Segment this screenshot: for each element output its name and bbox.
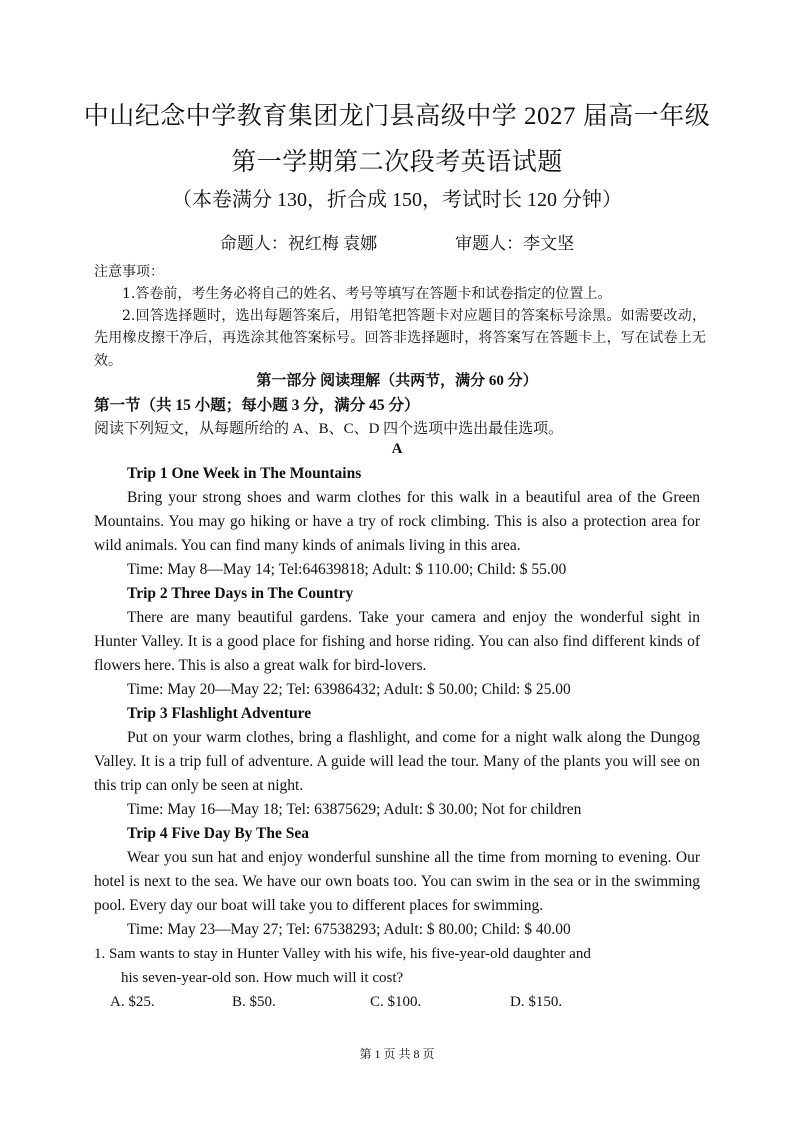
- trip-body: Bring your strong shoes and warm clothes for this walk in a beautiful area of the Green Mountains. You may go hiking or have a try of rock climbing. This is also a protection area for wild animals. You can find many kinds of animals living in this area.: [94, 489, 700, 555]
- option-c[interactable]: C. $100.: [370, 994, 422, 1010]
- question-1-line2: his seven-year-old son. How much will it cost?: [121, 970, 404, 986]
- exam-title-line2: 第一学期第二次段考英语试题: [231, 149, 563, 176]
- option-b[interactable]: B. $50.: [232, 994, 276, 1010]
- trip-body: There are many beautiful gardens. Take your camera and enjoy the wonderful sight in Hunter Valley. It is a good place for fishing and horse riding. You can also find different kinds of flowers here. This is also a great walk for bird-lovers.: [94, 609, 700, 675]
- trip-title: Trip 2 Three Days in The Country: [127, 585, 354, 602]
- question-1: [94, 942, 654, 990]
- trip-info: Time: May 8—May 14; Tel:64639818; Adult: $ 110.00; Child: $ 55.00: [127, 561, 567, 578]
- authors-line: [0, 229, 794, 254]
- option-d[interactable]: D. $150.: [510, 994, 563, 1010]
- instruction-text: 阅读下列短文，从每题所给的 A、B、C、D 四个选项中选出最佳选项。: [94, 421, 564, 437]
- question-1-line1: 1. Sam wants to stay in Hunter Valley with his wife, his five-year-old daughter and: [94, 946, 591, 962]
- trip-body: Wear you sun hat and enjoy wonderful sunshine all the time from morning to evening. Our hotel is next to the sea. We have our own boats too. You can swim in the sea or in the swimming pool. Every day our boat will take you to different places for swimming.: [94, 849, 700, 915]
- trip-body: Put on your warm clothes, bring a flashlight, and come for a night walk along the Dungog Valley. It is a trip full of adventure. A guide will lead the tour. Many of the plants you will see on this trip can only be seen at night.: [94, 729, 700, 795]
- section-title: 第一节（共 15 小题；每小题 3 分，满分 45 分）: [94, 397, 420, 414]
- trip-title: Trip 3 Flashlight Adventure: [127, 705, 312, 722]
- notes-heading: 注意事项：: [94, 264, 164, 280]
- part-title: 第一部分 阅读理解（共两节，满分 60 分）: [256, 373, 538, 389]
- trip-title: Trip 4 Five Day By The Sea: [127, 825, 309, 842]
- exam-subtitle: （本卷满分 130，折合成 150，考试时长 120 分钟）: [172, 189, 622, 211]
- page-footer: 第 1 页 共 8 页: [359, 1047, 435, 1061]
- trip-title: Trip 1 One Week in The Mountains: [127, 465, 362, 482]
- note-item-1: 1.答卷前，考生务必将自己的姓名、考号等填写在答题卡和试卷指定的位置上。: [122, 286, 612, 302]
- reviewer-label: 审题人：李文坚: [455, 234, 575, 253]
- exam-title-line1: 中山纪念中学教育集团龙门县高级中学 2027 届高一年级: [83, 103, 711, 130]
- author-label: 命题人：祝红梅 袁娜: [219, 234, 378, 253]
- option-a[interactable]: A. $25.: [110, 994, 155, 1010]
- passage-letter: A: [391, 441, 403, 457]
- trip-info: Time: May 16—May 18; Tel: 63875629; Adult: $ 30.00; Not for children: [127, 801, 582, 818]
- note-item-2: 2.回答选择题时，选出每题答案后，用铅笔把答题卡对应题目的答案标号涂黑。如需要改动，先用橡皮擦干净后，再选涂其他答案标号。回答非选择题时，将答案写在答题卡上，写在试卷上无效。: [94, 308, 706, 369]
- trip-info: Time: May 23—May 27; Tel: 67538293; Adult: $ 80.00; Child: $ 40.00: [127, 921, 571, 938]
- trip-info: Time: May 20—May 22; Tel: 63986432; Adult: $ 50.00; Child: $ 25.00: [127, 681, 571, 698]
